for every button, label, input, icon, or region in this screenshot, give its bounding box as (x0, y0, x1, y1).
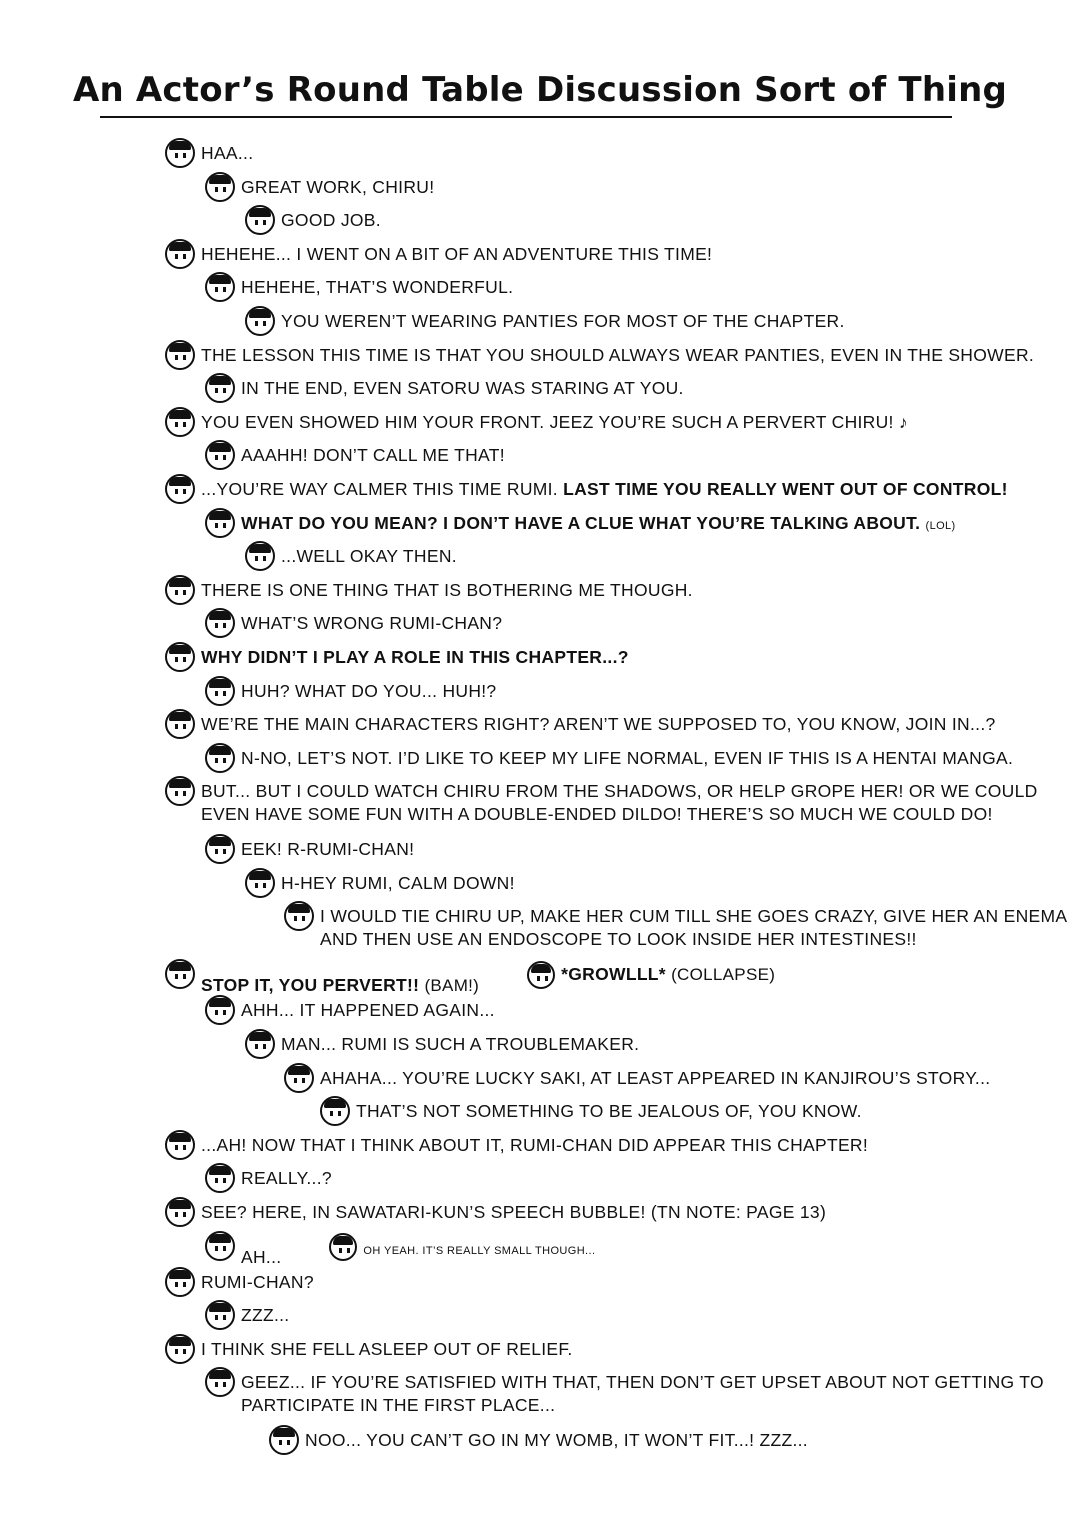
dialogue-text (241, 610, 502, 635)
line-text: THE LESSON THIS TIME IS THAT YOU SHOULD ALWAYS WEAR PANTIES, EVEN IN THE SHOWER. (201, 344, 1035, 365)
dialogue-line (0, 1132, 1080, 1166)
character-face-icon (165, 407, 195, 437)
dialogue-line (0, 442, 1080, 476)
line-text: THAT’S NOT SOMETHING TO BE JEALOUS OF, YOU KNOW. (356, 1101, 862, 1122)
character-face-icon (245, 541, 275, 571)
dialogue-line (0, 1427, 1080, 1461)
character-face-icon (205, 508, 235, 538)
dialogue-line (0, 1369, 1080, 1417)
character-face-icon (205, 272, 235, 302)
dialogue-text (241, 1233, 595, 1269)
character-face-icon (320, 1096, 350, 1126)
line-text: H-HEY RUMI, CALM DOWN! (281, 872, 515, 893)
character-face-icon (284, 901, 314, 931)
dialogue-line (0, 1336, 1080, 1370)
line-text: AH... (241, 1246, 282, 1267)
character-face-icon (205, 1163, 235, 1193)
dialogue-line (0, 678, 1080, 712)
dialogue-line (0, 644, 1080, 678)
dialogue-text (241, 274, 513, 299)
character-face-icon (245, 868, 275, 898)
dialogue-line (0, 1065, 1080, 1099)
character-face-icon (245, 306, 275, 336)
character-face-icon (205, 1300, 235, 1330)
character-face-icon (205, 440, 235, 470)
second-speaker (329, 1235, 595, 1263)
character-face-icon (165, 709, 195, 739)
character-face-icon (269, 1425, 299, 1455)
aside-text: OH YEAH. IT’S REALLY SMALL THOUGH... (363, 1244, 596, 1257)
aside-text: (LOL) (925, 519, 956, 532)
dialogue-text (241, 836, 414, 861)
character-face-icon (205, 1231, 235, 1261)
line-text: HAA... (201, 143, 254, 163)
character-face-icon (165, 575, 195, 605)
line-text: HEHEHE... I WENT ON A BIT OF AN ADVENTURE THIS TIME! (201, 243, 713, 264)
dialogue-line (0, 1302, 1080, 1336)
dialogue-line (0, 610, 1080, 644)
line-text: GOOD JOB. (281, 210, 381, 231)
line-text: AAAHH! DON’T CALL ME THAT! (241, 445, 505, 466)
character-face-icon (329, 1233, 357, 1261)
dialogue-text (201, 140, 253, 165)
dialogue-text (320, 903, 1075, 951)
dialogue-text (201, 711, 996, 736)
dialogue-text (281, 870, 515, 895)
dialogue-text (201, 241, 712, 266)
character-face-icon (205, 834, 235, 864)
character-face-icon (205, 1367, 235, 1397)
dialogue-line (0, 174, 1080, 208)
dialogue-text (241, 375, 684, 400)
dialogue-line (0, 778, 1080, 826)
character-face-icon (245, 1029, 275, 1059)
line-text: YOU EVEN SHOWED HIM YOUR FRONT. JEEZ YOU’RE SUCH A PERVERT CHIRU! ♪ (201, 411, 908, 432)
dialogue-text (356, 1098, 862, 1123)
dialogue-text (281, 308, 845, 333)
dialogue-line (0, 1165, 1080, 1199)
dialogue-line (0, 308, 1080, 342)
dialogue-text (201, 1269, 314, 1294)
dialogue-text (201, 1336, 573, 1361)
emphasized-text: LAST TIME YOU REALLY WENT OUT OF CONTROL! (563, 478, 1008, 499)
character-face-icon (284, 1063, 314, 1093)
character-face-icon (245, 205, 275, 235)
line-text: N-NO, LET’S NOT. I’D LIKE TO KEEP MY LIFE NORMAL, EVEN IF THIS IS A HENTAI MANGA. (241, 747, 1014, 768)
line-text: MAN... RUMI IS SUCH A TROUBLEMAKER. (281, 1034, 640, 1055)
emphasized-text: *GROWLLL* (561, 964, 666, 985)
emphasized-text: WHAT DO YOU MEAN? I DON’T HAVE A CLUE WHAT YOU’RE TALKING ABOUT. (241, 512, 921, 533)
dialogue-line (0, 836, 1080, 870)
dialogue-line (0, 207, 1080, 241)
line-text: REALLY...? (241, 1168, 332, 1189)
dialogue-line (0, 510, 1080, 544)
line-text: HEHEHE, THAT’S WONDERFUL. (241, 277, 514, 298)
character-face-icon (165, 959, 195, 989)
character-face-icon (205, 676, 235, 706)
dialogue-text (241, 745, 1013, 770)
line-text: EEK! R-RUMI-CHAN! (241, 839, 415, 860)
dialogue-text (241, 442, 505, 467)
dialogue-text (320, 1065, 990, 1090)
line-text: SEE? HERE, IN SAWATARI-KUN’S SPEECH BUBBLE! (TN NOTE: PAGE 13) (201, 1202, 827, 1223)
line-text: ...WELL OKAY THEN. (281, 546, 457, 567)
dialogue-line (0, 375, 1080, 409)
character-face-icon (165, 340, 195, 370)
character-face-icon (165, 1130, 195, 1160)
dialogue-line (0, 241, 1080, 275)
dialogue-text (201, 961, 775, 997)
line-text: WHAT’S WRONG RUMI-CHAN? (241, 613, 503, 634)
dialogue-text (241, 997, 495, 1022)
dialogue-text (281, 207, 381, 232)
dialogue-text (201, 409, 908, 434)
character-face-icon (165, 474, 195, 504)
line-text: WE’RE THE MAIN CHARACTERS RIGHT? AREN’T WE SUPPOSED TO, YOU KNOW, JOIN IN...? (201, 714, 996, 735)
dialogue-line (0, 476, 1080, 510)
dialogue-line (0, 903, 1080, 951)
character-face-icon (165, 1334, 195, 1364)
dialogue-line (0, 342, 1080, 376)
dialogue-line (0, 409, 1080, 443)
dialogue-text (201, 342, 1034, 367)
line-text: I THINK SHE FELL ASLEEP OUT OF RELIEF. (201, 1338, 573, 1359)
dialogue-text (241, 678, 496, 703)
dialogue-text (241, 1165, 332, 1190)
character-face-icon (205, 373, 235, 403)
character-face-icon (205, 608, 235, 638)
line-text: ZZZ... (241, 1305, 290, 1326)
character-face-icon (205, 172, 235, 202)
dialogue-list (0, 140, 1080, 1461)
line-text: BUT... BUT I COULD WATCH CHIRU FROM THE SHADOWS, OR HELP GROPE HER! OR WE COULD EVEN HAVE SOME FUN WITH A DOUBLE-ENDED DILDO! THERE’S SO MUCH WE COULD DO! (201, 781, 1038, 825)
line-text: ...YOU’RE WAY CALMER THIS TIME RUMI. (201, 478, 564, 499)
dialogue-text (241, 1369, 1075, 1417)
dialogue-line (0, 870, 1080, 904)
second-speaker (527, 963, 775, 991)
sound-effect: (BAM!) (424, 976, 480, 996)
dialogue-line (0, 140, 1080, 174)
dialogue-line (0, 577, 1080, 611)
dialogue-line (0, 1199, 1080, 1233)
dialogue-text (241, 1302, 289, 1327)
dialogue-line (0, 543, 1080, 577)
line-text: ...AH! NOW THAT I THINK ABOUT IT, RUMI-CHAN DID APPEAR THIS CHAPTER! (201, 1134, 869, 1155)
dialogue-line (0, 274, 1080, 308)
line-text: AHAHA... YOU’RE LUCKY SAKI, AT LEAST APPEARED IN KANJIROU’S STORY... (320, 1067, 991, 1088)
character-face-icon (205, 995, 235, 1025)
dialogue-text (201, 778, 1075, 826)
line-text: GREAT WORK, CHIRU! (241, 176, 435, 197)
dialogue-text (201, 644, 629, 669)
dialogue-line (0, 1269, 1080, 1303)
emphasized-text: WHY DIDN’T I PLAY A ROLE IN THIS CHAPTER...? (201, 646, 629, 667)
character-face-icon (165, 239, 195, 269)
character-face-icon (165, 776, 195, 806)
line-text: YOU WEREN’T WEARING PANTIES FOR MOST OF THE CHAPTER. (281, 310, 845, 331)
dialogue-line (0, 711, 1080, 745)
line-text: RUMI-CHAN? (201, 1271, 314, 1292)
dialogue-line (0, 1031, 1080, 1065)
line-text: IN THE END, EVEN SATORU WAS STARING AT YOU. (241, 378, 684, 399)
character-face-icon (165, 1267, 195, 1297)
dialogue-text (241, 174, 434, 199)
dialogue-line (0, 961, 1080, 997)
sound-effect: (COLLAPSE) (671, 965, 776, 985)
character-face-icon (527, 961, 555, 989)
dialogue-text (305, 1427, 808, 1452)
line-text: GEEZ... IF YOU’RE SATISFIED WITH THAT, THEN DON’T GET UPSET ABOUT NOT GETTING TO PARTICIPATE IN THE FIRST PLACE... (241, 1372, 1044, 1416)
character-face-icon (205, 743, 235, 773)
line-text: HUH? WHAT DO YOU... HUH!? (241, 680, 497, 701)
dialogue-text (201, 1132, 868, 1157)
character-face-icon (165, 1197, 195, 1227)
character-face-icon (165, 138, 195, 168)
dialogue-text (201, 577, 693, 602)
dialogue-line (0, 1098, 1080, 1132)
dialogue-text (281, 543, 457, 568)
dialogue-text (201, 1199, 826, 1224)
dialogue-text (241, 510, 956, 538)
dialogue-line (0, 997, 1080, 1031)
line-text: AHH... IT HAPPENED AGAIN... (241, 1000, 495, 1021)
dialogue-text (201, 476, 1008, 501)
line-text: THERE IS ONE THING THAT IS BOTHERING ME THOUGH. (201, 579, 693, 600)
dialogue-line (0, 745, 1080, 779)
emphasized-text: STOP IT, YOU PERVERT!! (201, 975, 420, 996)
line-text: NOO... YOU CAN’T GO IN MY WOMB, IT WON’T FIT...! ZZZ... (305, 1430, 808, 1451)
dialogue-line (0, 1233, 1080, 1269)
dialogue-text (281, 1031, 639, 1056)
character-face-icon (165, 642, 195, 672)
line-text: I WOULD TIE CHIRU UP, MAKE HER CUM TILL SHE GOES CRAZY, GIVE HER AN ENEMA AND THEN USE AN ENDOSCOPE TO LOOK INSIDE HER INTESTINES!! (320, 906, 1067, 950)
page-title: An Actor’s Round Table Discussion Sort of Thing (72, 70, 1008, 110)
title-underline (100, 116, 952, 118)
